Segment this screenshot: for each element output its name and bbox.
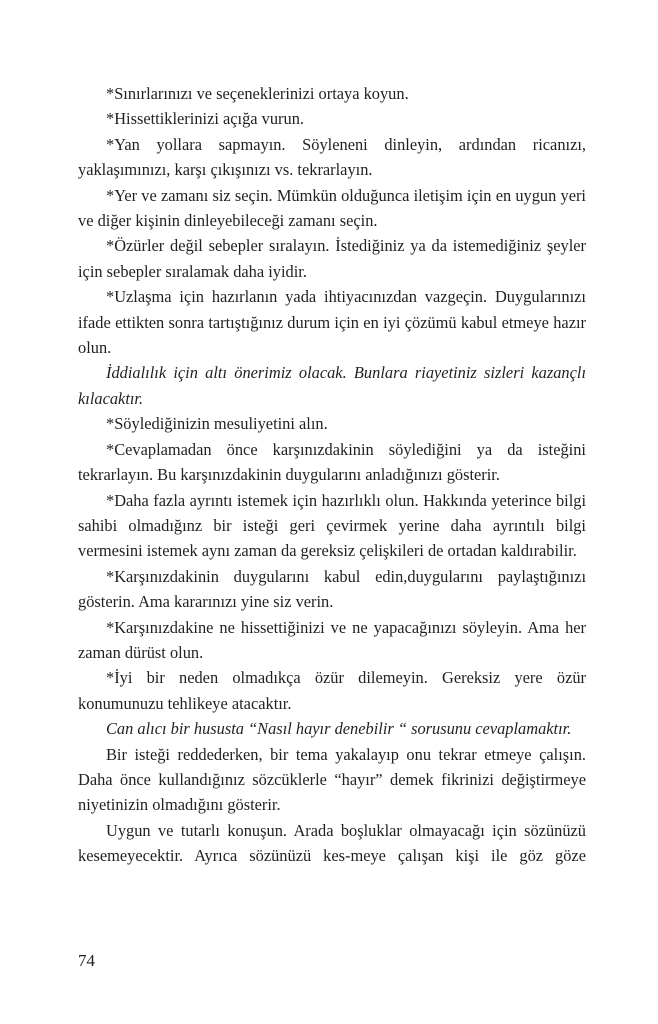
page-body <box>78 81 586 869</box>
italic-paragraph: Can alıcı bir hususta “Nasıl hayır denebilir “ sorusunu cevaplamaktır. <box>106 719 572 739</box>
paragraph: *Cevaplamadan önce karşınızdakinin söylediğini ya da isteğini tekrarlayın. Bu karşınızdakinin duygularını anladığınızı gösterir. <box>78 439 586 485</box>
paragraph: *Özürler değil sebepler sıralayın. İstediğiniz ya da istemediğiniz şeyler için sebepler sıralamak daha iyidir. <box>78 236 586 281</box>
italic-paragraph: İddialılık için altı önerimiz olacak. Bunlara riayetiniz sizleri kazançlı kılacaktır. <box>78 363 586 408</box>
paragraph: *Daha fazla ayrıntı istemek için hazırlıklı olun. Hakkında yeterince bilgi sahibi olmadığınz bir isteği geri çevirmek yerine daha ayrıntılı bilgi vermesini istemek aynı zaman da gereksiz çelişkileri de ortadan kaldırabilir. <box>78 490 586 561</box>
paragraph: *Sınırlarınızı ve seçeneklerinizi ortaya koyun. <box>106 84 409 103</box>
paragraph: *Yer ve zamanı siz seçin. Mümkün olduğunca iletişim için en uygun yeri ve diğer kişinin dinleyebileceği zamanı seçin. <box>78 185 586 231</box>
paragraph: *Karşınızdakine ne hissettiğinizi ve ne yapacağınızı söyleyin. Ama her zaman dürüst olun. <box>78 617 586 662</box>
page-number: 74 <box>78 951 95 970</box>
paragraph: *Yan yollara sapmayın. Söyleneni dinleyin, ardından ricanızı, yaklaşımınızı, karşı çıkışınızı vs. tekrarlayın. <box>78 134 586 180</box>
paragraph: Uygun ve tutarlı konuşun. Arada boşluklar olmayacağı için sözünüzü kesemeyecektir. Ayrıca sözünüzü kes-meye çalışan kişi ile göz göze <box>78 820 586 866</box>
paragraph: *Karşınızdakinin duygularını kabul edin,duygularını paylaştığınızı gösterin. Ama kararınızı yine siz verin. <box>78 566 586 612</box>
paragraph: *Söylediğinizin mesuliyetini alın. <box>106 414 328 434</box>
paragraph: *Uzlaşma için hazırlanın yada ihtiyacınızdan vazgeçin. Duygularınızı ifade ettikten sonra tartıştığınız durum için en iyi çözümü kabul etmeye hazır olun. <box>78 287 586 358</box>
paragraph: *Hissettiklerinizi açığa vurun. <box>106 109 305 129</box>
paragraph: Bir isteği reddederken, bir tema yakalayıp onu tekrar etmeye çalışın. Daha önce kullandığınız sözcüklerle “hayır” demek fikrinizi değiştirmeye niyetinizin olmadığını gösterir. <box>78 744 586 815</box>
paragraph: *İyi bir neden olmadıkça özür dilemeyin. Gereksiz yere özür konumunuzu tehlikeye atacaktır. <box>78 668 586 713</box>
